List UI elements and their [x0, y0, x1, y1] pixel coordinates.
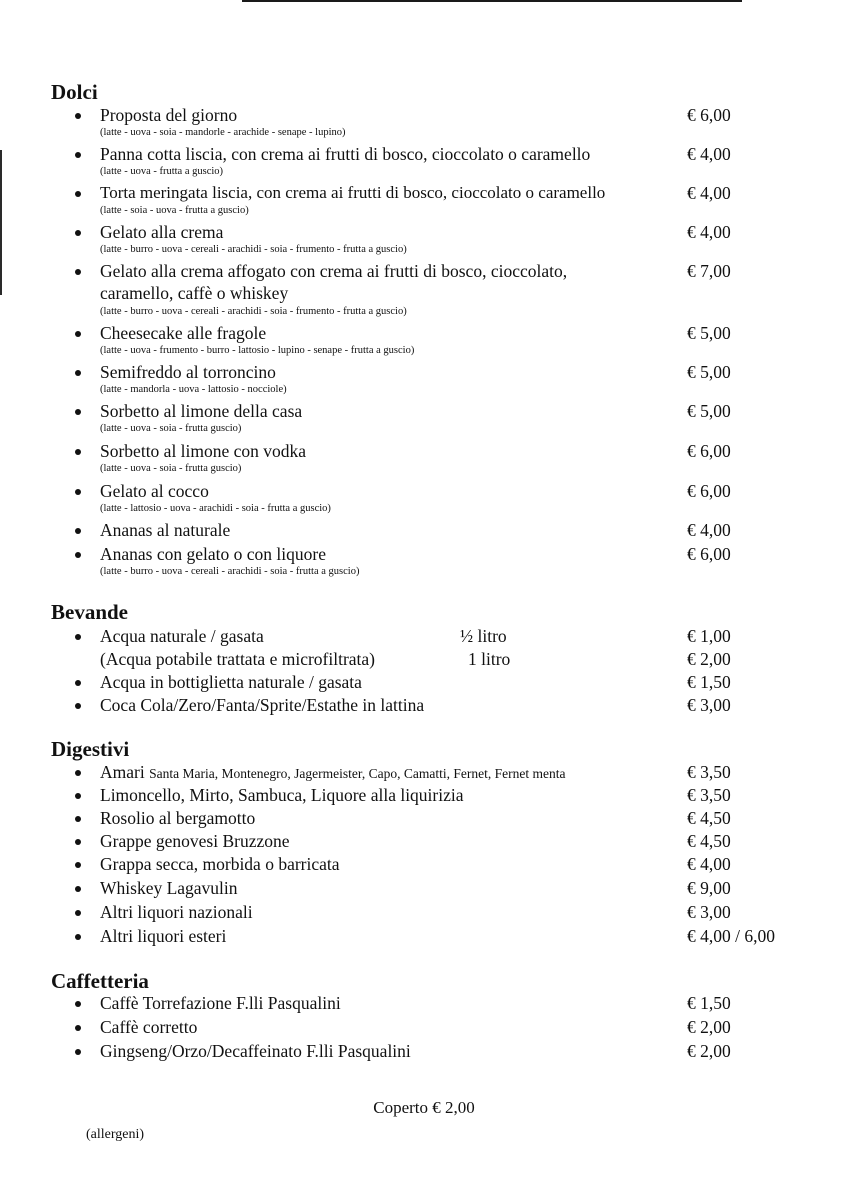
- top-rule: [242, 0, 742, 2]
- item-price: € 6,00: [687, 544, 731, 564]
- bullet-icon: [75, 1001, 81, 1007]
- item-name: Caffè corretto: [100, 1017, 198, 1037]
- item-allergens: (latte - burro - uova - cereali - arachidi - soia - frutta a guscio): [100, 566, 360, 577]
- item-price: € 2,00: [687, 649, 731, 669]
- item-name: Torta meringata liscia, con crema ai frutti di bosco, cioccolato o caramello: [100, 183, 606, 202]
- item-name: Coca Cola/Zero/Fanta/Sprite/Estathe in lattina: [100, 695, 425, 715]
- item-price: € 5,00: [687, 323, 731, 343]
- item-name: Acqua naturale / gasata: [100, 626, 264, 646]
- item-price: € 9,00: [687, 878, 731, 898]
- allergens-note: (allergeni): [86, 1127, 145, 1142]
- bullet-icon: [75, 910, 81, 916]
- bullet-icon: [75, 634, 81, 640]
- item-name: Gelato al cocco: [100, 481, 209, 501]
- item-name: Acqua in bottiglietta naturale / gasata: [100, 672, 362, 692]
- item-name: Rosolio al bergamotto: [100, 808, 256, 828]
- item-name: Altri liquori nazionali: [100, 902, 253, 922]
- item-allergens: (latte - uova - frumento - burro - lattosio - lupino - senape - frutta a guscio): [100, 345, 415, 356]
- item-allergens: (latte - burro - uova - cereali - arachidi - soia - frumento - frutta a guscio): [100, 306, 407, 317]
- item-name: Grappa secca, morbida o barricata: [100, 854, 340, 874]
- item-price: € 4,50: [687, 831, 731, 851]
- item-name-detail: Santa Maria, Montenegro, Jagermeister, Capo, Camatti, Fernet, Fernet menta: [149, 766, 566, 781]
- section-title-dolci: Dolci: [51, 80, 98, 104]
- item-name: Whiskey Lagavulin: [100, 878, 238, 898]
- item-allergens: (latte - uova - soia - frutta guscio): [100, 423, 242, 434]
- bullet-icon: [75, 370, 81, 376]
- item-price: € 4,00: [687, 222, 731, 242]
- item-price: € 3,00: [687, 695, 731, 715]
- item-name: Caffè Torrefazione F.lli Pasqualini: [100, 993, 341, 1013]
- item-allergens: (latte - uova - soia - mandorle - arachide - senape - lupino): [100, 127, 346, 138]
- item-price: € 4,00: [687, 183, 731, 203]
- item-price: € 5,00: [687, 401, 731, 421]
- bullet-icon: [75, 934, 81, 940]
- section-title-bevande: Bevande: [51, 600, 129, 624]
- item-price: € 4,00: [687, 854, 731, 874]
- item-name-main: Amari: [100, 762, 145, 782]
- item-price: € 3,00: [687, 902, 731, 922]
- item-name: [100, 761, 565, 785]
- item-name: Sorbetto al limone con vodka: [100, 441, 307, 461]
- section-title-digestivi: Digestivi: [51, 737, 130, 761]
- item-price: € 2,00: [687, 1017, 731, 1037]
- bullet-icon: [75, 489, 81, 495]
- item-name: Gingseng/Orzo/Decaffeinato F.lli Pasqualini: [100, 1041, 411, 1061]
- item-name-continued: caramello, caffè o whiskey: [100, 283, 289, 303]
- item-name: Gelato alla crema affogato con crema ai frutti di bosco, cioccolato,: [100, 261, 568, 281]
- item-quantity: ½ litro: [460, 626, 507, 646]
- item-price: € 1,00: [687, 626, 731, 646]
- item-name: Ananas con gelato o con liquore: [100, 544, 326, 564]
- cover-charge: Coperto € 2,00: [373, 1098, 475, 1117]
- item-price: € 4,00: [687, 144, 731, 164]
- bullet-icon: [75, 770, 81, 776]
- bullet-icon: [75, 191, 81, 197]
- item-allergens: (latte - lattosio - uova - arachidi - soia - frutta a guscio): [100, 503, 331, 514]
- item-name: Panna cotta liscia, con crema ai frutti di bosco, cioccolato o caramello: [100, 144, 591, 164]
- item-price: € 1,50: [687, 993, 731, 1013]
- bullet-icon: [75, 793, 81, 799]
- item-price: € 3,50: [687, 762, 731, 782]
- item-price: € 1,50: [687, 672, 731, 692]
- item-name: Cheesecake alle fragole: [100, 323, 267, 343]
- item-name: Limoncello, Mirto, Sambuca, Liquore alla liquirizia: [100, 785, 464, 805]
- bullet-icon: [75, 839, 81, 845]
- bullet-icon: [75, 886, 81, 892]
- bullet-icon: [75, 862, 81, 868]
- section-title-caffetteria: Caffetteria: [51, 969, 149, 993]
- item-name: Sorbetto al limone della casa: [100, 401, 303, 421]
- item-price: € 6,00: [687, 441, 731, 461]
- item-allergens: (latte - uova - soia - frutta guscio): [100, 463, 242, 474]
- bullet-icon: [75, 1049, 81, 1055]
- left-edge-mark: [0, 150, 2, 295]
- bullet-icon: [75, 1025, 81, 1031]
- bullet-icon: [75, 269, 81, 275]
- item-price: € 6,00: [687, 481, 731, 501]
- item-allergens: (latte - mandorla - uova - lattosio - nocciole): [100, 384, 287, 395]
- bullet-icon: [75, 449, 81, 455]
- bullet-icon: [75, 703, 81, 709]
- item-name: Grappe genovesi Bruzzone: [100, 831, 290, 851]
- item-allergens: (latte - soia - uova - frutta a guscio): [100, 205, 249, 216]
- item-name: Semifreddo al torroncino: [100, 362, 276, 382]
- bullet-icon: [75, 230, 81, 236]
- bullet-icon: [75, 409, 81, 415]
- item-quantity: 1 litro: [468, 649, 511, 669]
- bullet-icon: [75, 680, 81, 686]
- item-price: € 5,00: [687, 362, 731, 382]
- bullet-icon: [75, 152, 81, 158]
- bullet-icon: [75, 528, 81, 534]
- bullet-icon: [75, 113, 81, 119]
- item-price: € 3,50: [687, 785, 731, 805]
- item-name: Ananas al naturale: [100, 520, 231, 540]
- item-price: € 4,50: [687, 808, 731, 828]
- item-price: € 4,00: [687, 520, 731, 540]
- bullet-icon: [75, 331, 81, 337]
- item-price: € 4,00 / 6,00: [687, 926, 775, 946]
- item-price: € 7,00: [687, 261, 731, 281]
- bullet-icon: [75, 552, 81, 558]
- item-allergens: (latte - burro - uova - cereali - arachidi - soia - frumento - frutta a guscio): [100, 244, 407, 255]
- item-name: Altri liquori esteri: [100, 926, 227, 946]
- item-price: € 2,00: [687, 1041, 731, 1061]
- item-name: Gelato alla crema: [100, 222, 224, 242]
- item-allergens: (latte - uova - frutta a guscio): [100, 166, 224, 177]
- item-price: € 6,00: [687, 105, 731, 125]
- item-name: Proposta del giorno: [100, 105, 238, 125]
- item-name: (Acqua potabile trattata e microfiltrata): [100, 649, 376, 669]
- bullet-icon: [75, 816, 81, 822]
